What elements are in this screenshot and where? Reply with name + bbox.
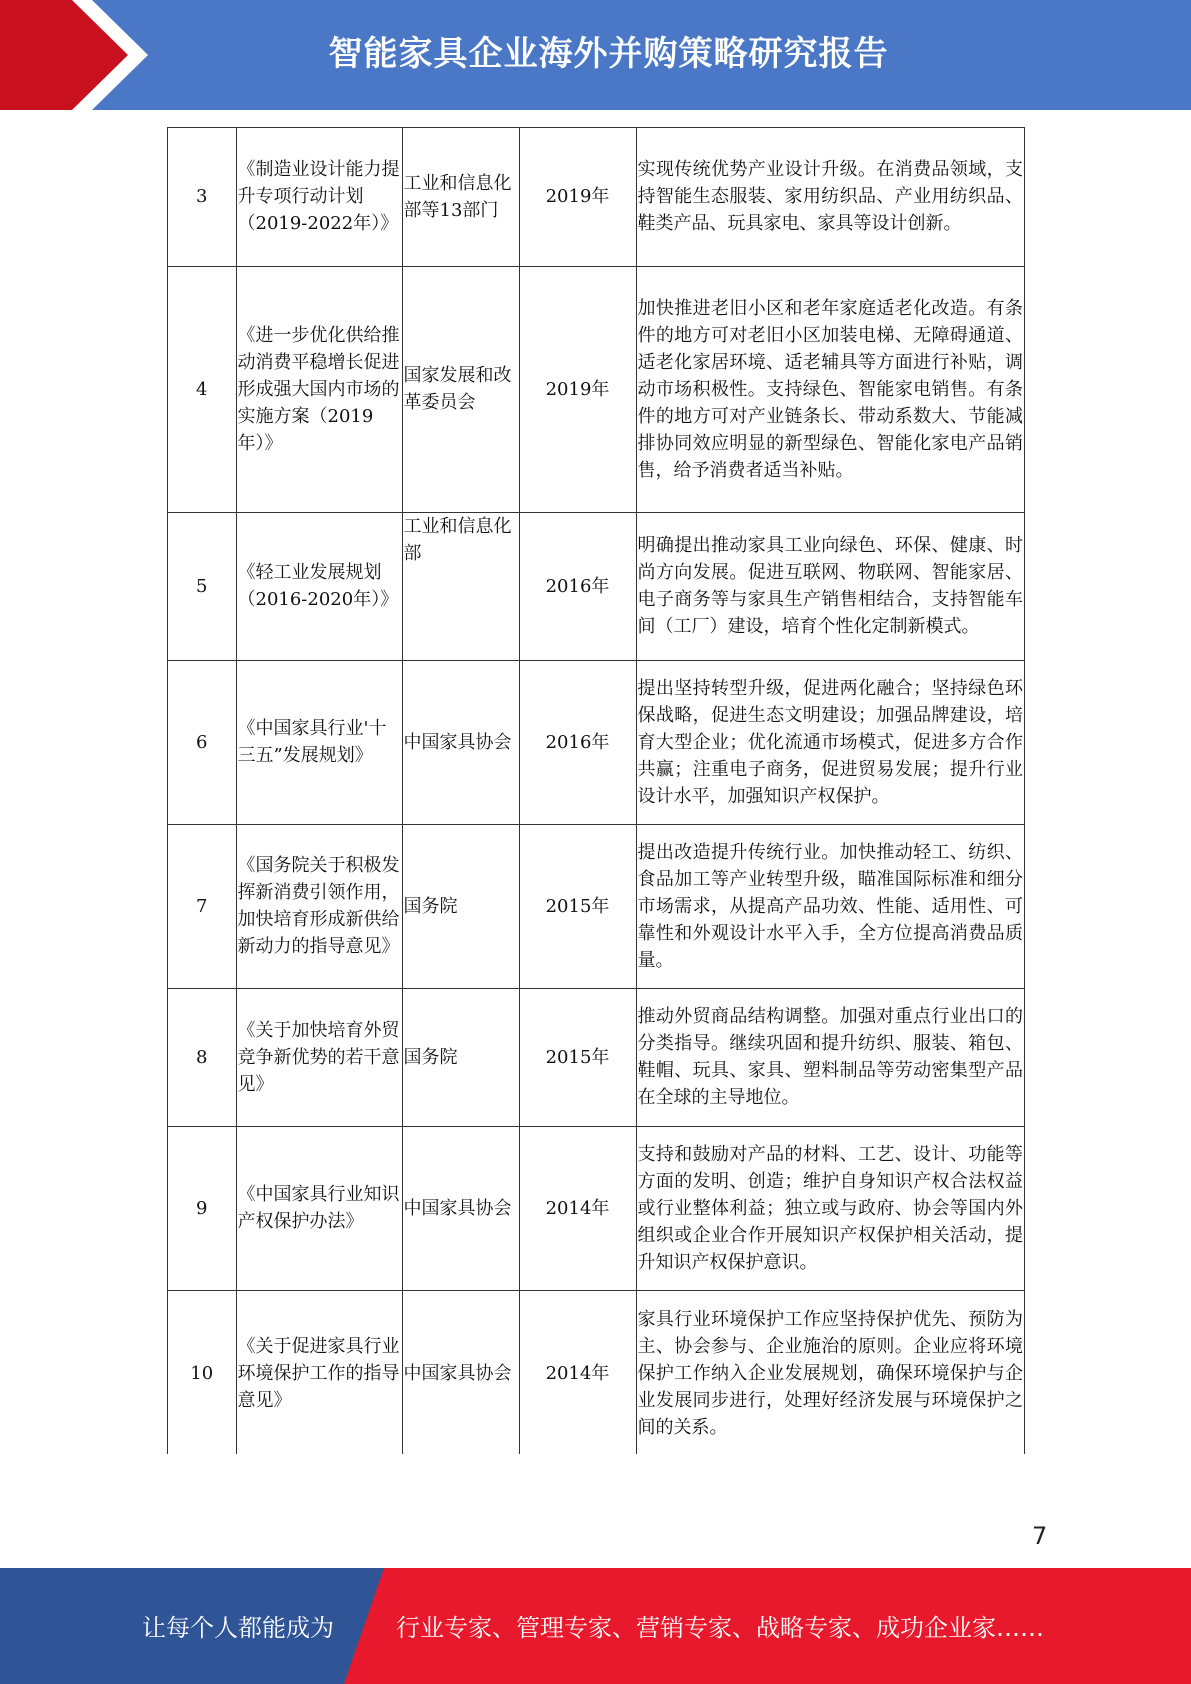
policy-issuer: 工业和信息化部等13部门 [402, 128, 519, 266]
row-number: 7 [168, 824, 236, 988]
policy-name: 《制造业设计能力提升专项行动计划（2019-2022年）》 [236, 128, 402, 266]
policy-issuer: 国务院 [402, 824, 519, 988]
policy-content: 明确提出推动家具工业向绿色、环保、健康、时尚方向发展。促进互联网、物联网、智能家居、电子商务等与家具生产销售相结合，支持智能车间（工厂）建设，培育个性化定制新模式。 [636, 512, 1024, 660]
policy-content: 提出坚持转型升级，促进两化融合；坚持绿色环保战略，促进生态文明建设；加强品牌建设，培育大型企业；优化流通市场模式，促进多方合作共赢；注重电子商务，促进贸易发展；提升行业设计水平，加强知识产权保护。 [636, 660, 1024, 824]
policy-content: 家具行业环境保护工作应坚持保护优先、预防为主、协会参与、企业施治的原则。企业应将环境保护工作纳入企业发展规划，确保环境保护与企业发展同步进行，处理好经济发展与环境保护之间的关系。 [636, 1290, 1024, 1454]
page-number: 7 [1032, 1522, 1048, 1550]
table-row [168, 824, 1024, 988]
table-row [168, 512, 1024, 660]
policy-name: 《轻工业发展规划（2016-2020年）》 [236, 512, 402, 660]
policy-year: 2019年 [519, 128, 636, 266]
report-title: 智能家具企业海外并购策略研究报告 [328, 34, 889, 74]
policy-name: 《进一步优化供给推动消费平稳增长促进形成强大国内市场的实施方案（2019年）》 [236, 266, 402, 512]
row-number: 10 [168, 1290, 236, 1454]
policy-content: 推动外贸商品结构调整。加强对重点行业出口的分类指导。继续巩固和提升纺织、服装、箱包、鞋帽、玩具、家具、塑料制品等劳动密集型产品在全球的主导地位。 [636, 988, 1024, 1126]
policy-issuer: 国务院 [402, 988, 519, 1126]
policy-year: 2014年 [519, 1290, 636, 1454]
policy-year: 2015年 [519, 988, 636, 1126]
policy-name: 《中国家具行业知识产权保护办法》 [236, 1126, 402, 1290]
policy-content: 实现传统优势产业设计升级。在消费品领域，支持智能生态服装、家用纺织品、产业用纺织品、鞋类产品、玩具家电、家具等设计创新。 [636, 128, 1024, 266]
policy-table-container [167, 127, 1025, 1454]
policy-name: 《关于加快培育外贸竞争新优势的若干意见》 [236, 988, 402, 1126]
policy-content: 提出改造提升传统行业。加快推动轻工、纺织、食品加工等产业转型升级，瞄准国际标准和细分市场需求，从提高产品功效、性能、适用性、可靠性和外观设计水平入手，全方位提高消费品质量。 [636, 824, 1024, 988]
policy-name: 《中国家具行业'十三五”发展规划》 [236, 660, 402, 824]
policy-issuer: 中国家具协会 [402, 1290, 519, 1454]
policy-year: 2016年 [519, 660, 636, 824]
policy-name: 《国务院关于积极发挥新消费引领作用，加快培育形成新供给新动力的指导意见》 [236, 824, 402, 988]
policy-year: 2019年 [519, 266, 636, 512]
row-number: 6 [168, 660, 236, 824]
policy-issuer: 中国家具协会 [402, 660, 519, 824]
footer-slogan-right: 行业专家、管理专家、营销专家、战略专家、成功企业家…… [396, 1614, 1044, 1642]
table-row [168, 128, 1024, 266]
policy-issuer: 中国家具协会 [402, 1126, 519, 1290]
table-row [168, 1290, 1024, 1454]
table-row [168, 988, 1024, 1126]
policy-year: 2015年 [519, 824, 636, 988]
row-number: 4 [168, 266, 236, 512]
table-row [168, 660, 1024, 824]
row-number: 5 [168, 512, 236, 660]
policy-year: 2014年 [519, 1126, 636, 1290]
table-row [168, 266, 1024, 512]
row-number: 3 [168, 128, 236, 266]
footer-slogan-left: 让每个人都能成为 [142, 1614, 334, 1642]
table-row [168, 1126, 1024, 1290]
policy-year: 2016年 [519, 512, 636, 660]
policy-issuer: 工业和信息化部 [402, 512, 519, 660]
page-header [0, 0, 1191, 110]
policy-issuer: 国家发展和改革委员会 [402, 266, 519, 512]
policy-content: 支持和鼓励对产品的材料、工艺、设计、功能等方面的发明、创造；维护自身知识产权合法权益或行业整体利益；独立或与政府、协会等国内外组织或企业合作开展知识产权保护相关活动，提升知识产权保护意识。 [636, 1126, 1024, 1290]
row-number: 8 [168, 988, 236, 1126]
policy-name: 《关于促进家具行业环境保护工作的指导意见》 [236, 1290, 402, 1454]
row-number: 9 [168, 1126, 236, 1290]
policy-content: 加快推进老旧小区和老年家庭适老化改造。有条件的地方可对老旧小区加装电梯、无障碍通道、适老化家居环境、适老辅具等方面进行补贴，调动市场积极性。支持绿色、智能家电销售。有条件的地方可对产业链条长、带动系数大、节能减排协同效应明显的新型绿色、智能化家电产品销售，给予消费者适当补贴。 [636, 266, 1024, 512]
policy-table [168, 128, 1024, 1454]
page-footer [0, 1568, 1191, 1684]
